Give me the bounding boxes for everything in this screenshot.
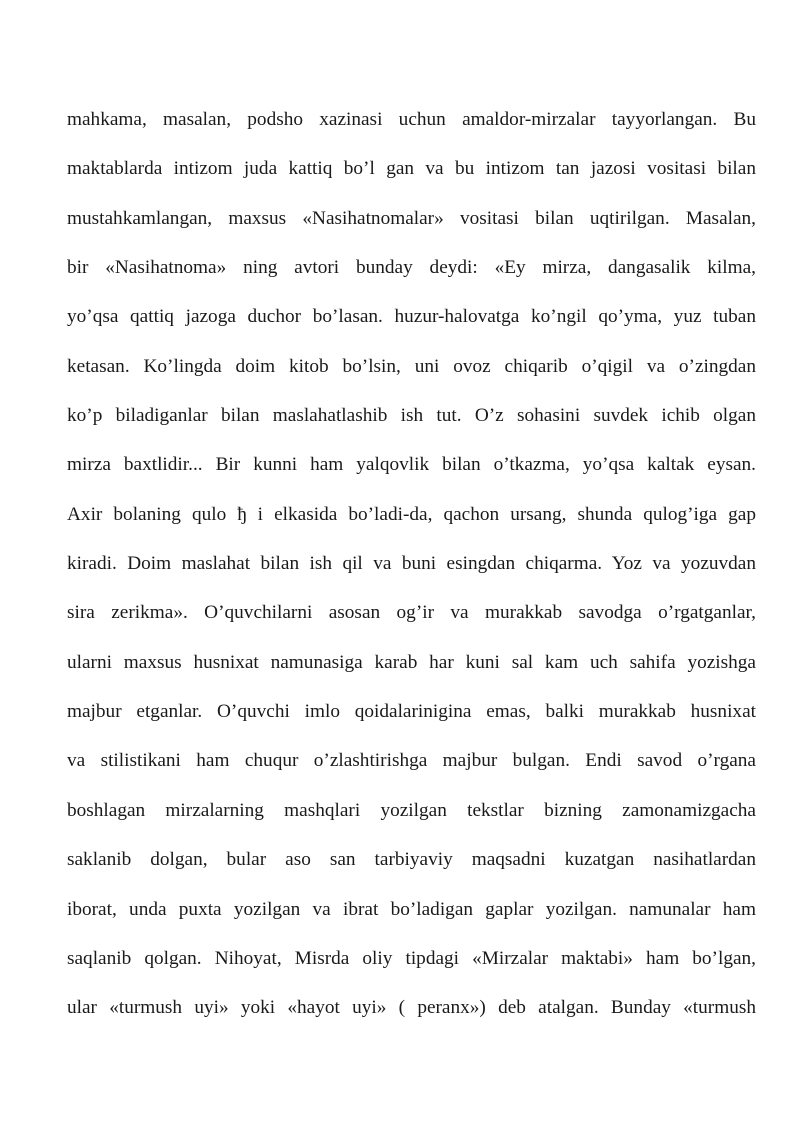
text-line: ular «turmush uyi» yoki «hayot uyi» ( peranx») deb atalgan. Bunday «turmush (67, 997, 756, 1019)
text-line: maktablarda intizom juda kattiq bo’l gan va bu intizom tan jazosi vositasi bilan (67, 158, 756, 180)
text-line: ketasan. Ko’lingda doim kitob bo’lsin, uni ovoz chiqarib o’qigil va o’zingdan (67, 355, 756, 377)
text-line: majbur etganlar. O’quvchi imlo qoidalarinigina emas, balki murakkab husnixat (67, 701, 756, 723)
text-line: mustahkamlangan, maxsus «Nasihatnomalar» vositasi bilan uqtirilgan. Masalan, (67, 207, 756, 229)
text-line: mirza baxtlidir... Bir kunni ham yalqovlik bilan o’tkazma, yo’qsa kaltak eysan. (67, 454, 756, 476)
text-line: ko’p biladiganlar bilan maslahatlashib ish tut. O’z sohasini suvdek ichib olgan (67, 405, 756, 427)
text-line: Axir bolaning qulo ђ i elkasida bo’ladi-da, qachon ursang, shunda qulog’iga gap (67, 503, 756, 525)
text-line: mahkama, masalan, podsho xazinasi uchun amaldor-mirzalar tayyorlangan. Bu (67, 109, 756, 130)
text-line: boshlagan mirzalarning mashqlari yozilgan tekstlar bizning zamonamizgacha (67, 799, 756, 821)
text-line: yo’qsa qattiq jazoga duchor bo’lasan. huzur-halovatga ko’ngil qo’yma, yuz tuban (67, 306, 756, 328)
text-line: va stilistikani ham chuqur o’zlashtirishga majbur bulgan. Endi savod o’rgana (67, 750, 756, 772)
text-line: saklanib dolgan, bular aso san tarbiyaviy maqsadni kuzatgan nasihatlardan (67, 849, 756, 871)
body-text (67, 98, 756, 1036)
text-line: ularni maxsus husnixat namunasiga karab har kuni sal kam uch sahifa yozishga (67, 651, 756, 673)
text-line: sira zerikma». O’quvchilarni asosan og’ir va murakkab savodga o’rgatganlar, (67, 602, 756, 624)
text-line: bir «Nasihatnoma» ning avtori bunday deydi: «Ey mirza, dangasalik kilma, (67, 257, 756, 279)
text-line: iborat, unda puxta yozilgan va ibrat bo’ladigan gaplar yozilgan. namunalar ham (67, 898, 756, 920)
text-line: saqlanib qolgan. Nihoyat, Misrda oliy tipdagi «Mirzalar maktabi» ham bo’lgan, (67, 947, 756, 969)
text-line: kiradi. Doim maslahat bilan ish qil va buni esingdan chiqarma. Yoz va yozuvdan (67, 553, 756, 575)
